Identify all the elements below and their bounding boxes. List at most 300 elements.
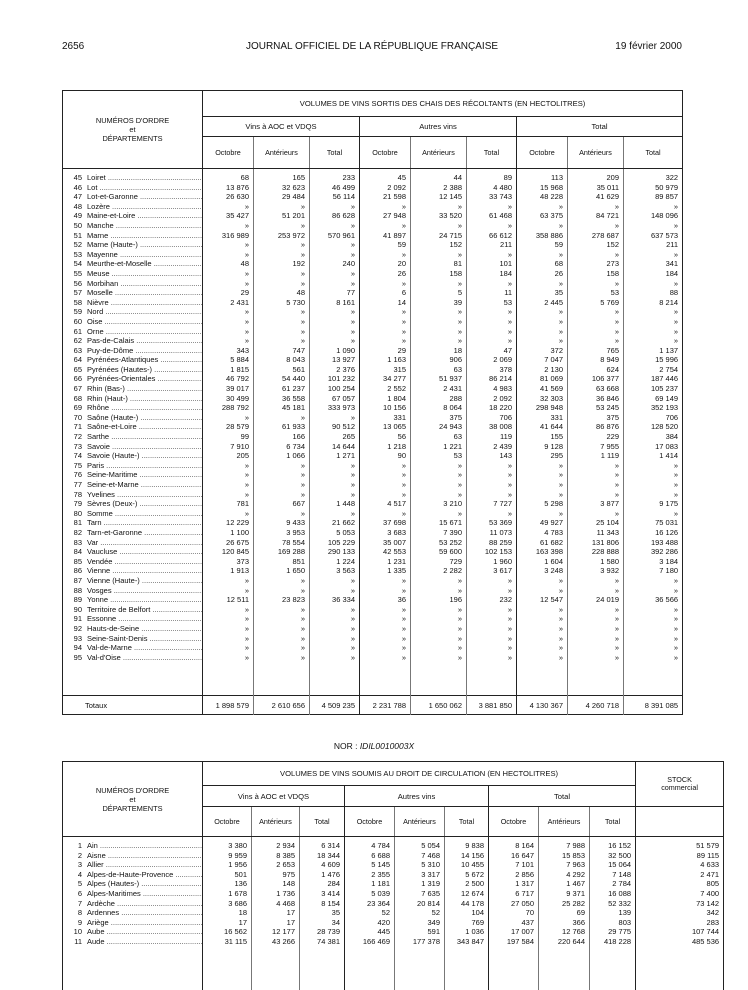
department-row xyxy=(63,173,202,183)
table-cell: 372 xyxy=(550,345,563,355)
department-number: 51 xyxy=(73,230,82,240)
department-row xyxy=(63,394,202,404)
table-cell: » xyxy=(244,623,249,633)
table-cell: 86 876 xyxy=(596,422,619,432)
table-cell: 7 400 xyxy=(700,888,720,898)
table-cell: 265 xyxy=(342,432,355,442)
table-cell: » xyxy=(350,278,355,288)
table-cell: 100 254 xyxy=(327,384,355,394)
table-cell: 12 768 xyxy=(562,927,585,937)
table-cell: 2 653 xyxy=(276,860,295,870)
table-cell: 14 156 xyxy=(461,850,484,860)
data-column xyxy=(254,169,310,696)
table-cell: 14 xyxy=(397,297,406,307)
department-name: Vienne (Haute-) ..... xyxy=(87,576,202,586)
table-cell: » xyxy=(401,652,406,662)
row-header-line: NUMÉROS D'ORDRE xyxy=(95,116,170,125)
column-header: Total xyxy=(467,137,517,169)
department-number: 2 xyxy=(77,850,82,860)
department-number: 79 xyxy=(73,499,82,509)
table-cell: » xyxy=(507,470,512,480)
table-cell: » xyxy=(300,201,305,211)
table-cell: » xyxy=(457,326,462,336)
table-cell: 228 888 xyxy=(591,547,619,557)
table-cell: 163 398 xyxy=(535,547,563,557)
column-header: Total xyxy=(624,137,683,169)
table-cell: » xyxy=(300,643,305,653)
table-cell: » xyxy=(507,614,512,624)
table-cell: 18 220 xyxy=(489,403,512,413)
table-cell: 34 277 xyxy=(383,374,406,384)
table-cell: » xyxy=(457,643,462,653)
table-cell: » xyxy=(558,220,563,230)
table-cell: » xyxy=(507,633,512,643)
table-cell: 3 686 xyxy=(228,898,247,908)
data-column xyxy=(203,837,252,990)
table-cell: » xyxy=(244,278,249,288)
table-cell: » xyxy=(300,240,305,250)
table-cell: 11 343 xyxy=(596,527,619,537)
table-cell: 61 682 xyxy=(540,537,563,547)
row-header-line: NUMÉROS D'ORDRE xyxy=(95,785,170,795)
totals-label: Totaux xyxy=(63,696,203,715)
table-cell: 32 500 xyxy=(608,850,632,860)
department-number: 3 xyxy=(77,860,82,870)
table-cell: » xyxy=(350,604,355,614)
table-cell: » xyxy=(457,470,462,480)
table-cell: 5 884 xyxy=(230,355,249,365)
table-cell: 233 xyxy=(342,173,355,182)
table-cell: 3 210 xyxy=(443,499,462,509)
department-number: 11 xyxy=(74,936,82,946)
row-header-line: et xyxy=(129,125,136,134)
table-cell: » xyxy=(558,470,563,480)
department-number: 5 xyxy=(77,879,82,889)
table-cell: » xyxy=(300,470,305,480)
table-cell: 56 114 xyxy=(332,192,355,202)
table-cell: 3 683 xyxy=(387,527,406,537)
table-cell: » xyxy=(244,249,249,259)
department-number: 90 xyxy=(73,604,82,614)
table-cell: » xyxy=(300,652,305,662)
table-cell: » xyxy=(350,489,355,499)
table-cell: 101 232 xyxy=(327,374,355,384)
table-cell: » xyxy=(401,470,406,480)
table-cell: » xyxy=(614,508,619,518)
table-cell: » xyxy=(300,585,305,595)
department-number: 82 xyxy=(73,527,82,537)
table-cell: » xyxy=(457,633,462,643)
table-cell: 196 xyxy=(449,595,462,605)
table-cell: 1 119 xyxy=(600,451,619,461)
table-cell: » xyxy=(614,316,619,326)
table-cell: » xyxy=(244,316,249,326)
department-row xyxy=(63,250,202,260)
table-cell: 84 721 xyxy=(596,211,619,221)
table-cell: 4 983 xyxy=(493,384,512,394)
group-header: Vins à AOC et VDQS xyxy=(203,117,360,137)
table-cell: » xyxy=(244,201,249,211)
table-cell: 51 937 xyxy=(439,374,462,384)
table-cell: 131 806 xyxy=(591,537,619,547)
table-cell: 9 371 xyxy=(566,888,585,898)
department-row xyxy=(63,841,202,851)
department-number: 74 xyxy=(73,451,82,461)
department-row xyxy=(63,889,202,899)
table-cell: » xyxy=(507,220,512,230)
table-cell: » xyxy=(614,278,619,288)
table-cell: 1 335 xyxy=(387,566,406,576)
department-name: Lozère ..... xyxy=(87,202,202,212)
table-cell: » xyxy=(507,652,512,662)
table-cell: 2 471 xyxy=(700,869,720,879)
table-cell: 205 xyxy=(236,451,249,461)
table-cell: 1 467 xyxy=(566,879,585,889)
table-cell: » xyxy=(507,575,512,585)
table-cell: » xyxy=(614,470,619,480)
department-row xyxy=(63,643,202,653)
table-cell: » xyxy=(401,460,406,470)
table-cell: 42 553 xyxy=(383,547,406,557)
department-number: 9 xyxy=(77,917,82,927)
table-cell: » xyxy=(673,575,679,585)
table-cell: » xyxy=(350,643,355,653)
table-cell: » xyxy=(673,278,679,288)
department-number: 68 xyxy=(73,393,82,403)
table-cell: » xyxy=(673,201,679,211)
table-cell: » xyxy=(673,307,679,317)
table-cell: » xyxy=(300,278,305,288)
table-cell: 152 xyxy=(606,240,619,250)
table-cell: 8 064 xyxy=(443,403,462,413)
department-number: 52 xyxy=(73,240,82,250)
data-column xyxy=(467,169,517,696)
table-cell: » xyxy=(350,220,355,230)
department-number: 1 xyxy=(77,841,82,850)
table-cell: 4 609 xyxy=(321,860,340,870)
table-cell: 2 130 xyxy=(544,364,563,374)
department-row xyxy=(63,908,202,918)
table-cell: 12 145 xyxy=(439,192,462,202)
department-name: Alpes-Maritimes ..... xyxy=(87,889,202,899)
table-cell: 298 948 xyxy=(535,403,563,413)
department-number: 54 xyxy=(73,259,82,269)
table-cell: » xyxy=(350,585,355,595)
table-cell: 105 229 xyxy=(327,537,355,547)
table-cell: 44 178 xyxy=(461,898,484,908)
totals-cell: 1 898 579 xyxy=(203,696,254,715)
department-row xyxy=(63,183,202,193)
department-number: 60 xyxy=(73,316,82,326)
table-cell: 59 600 xyxy=(439,547,462,557)
table-cell: 667 xyxy=(292,499,305,509)
table-cell: » xyxy=(244,336,249,346)
department-row xyxy=(63,307,202,317)
table-cell: 316 989 xyxy=(221,230,249,240)
department-number: 76 xyxy=(73,470,82,480)
table-cell: » xyxy=(614,633,619,643)
table-cell: » xyxy=(244,326,249,336)
table-cell: 706 xyxy=(499,412,512,422)
table-cell: » xyxy=(558,201,563,211)
department-number: 66 xyxy=(73,374,82,384)
department-row xyxy=(63,927,202,937)
table-cell: » xyxy=(507,316,512,326)
table-cell: 2 069 xyxy=(493,355,512,365)
table-cell: 43 266 xyxy=(272,936,295,946)
table-cell: 35 427 xyxy=(226,211,249,221)
department-number: 83 xyxy=(73,537,82,547)
table-cell: » xyxy=(350,480,355,489)
department-name: Seine-Saint-Denis ..... xyxy=(87,634,202,644)
table-cell: » xyxy=(673,633,679,643)
department-name: Ariège ..... xyxy=(87,918,202,928)
table-cell: 3 248 xyxy=(544,566,563,576)
table-cell: 1 100 xyxy=(230,527,249,537)
table-cell: 1 650 xyxy=(286,566,305,576)
table-cell: » xyxy=(614,336,619,346)
table-cell: 7 910 xyxy=(230,441,249,451)
table-cell: 4 633 xyxy=(700,860,720,870)
table-cell: 4 783 xyxy=(544,527,563,537)
table-cell: 5 145 xyxy=(371,860,390,870)
table-cell: 9 128 xyxy=(544,441,563,451)
table-cell: 148 096 xyxy=(650,211,679,221)
group-header: Autres vins xyxy=(360,117,517,137)
department-row xyxy=(63,624,202,634)
table-cell: 3 317 xyxy=(421,869,440,879)
department-number: 67 xyxy=(73,384,82,394)
table-cell: 101 xyxy=(499,259,512,269)
column-header: Total xyxy=(445,807,489,837)
table-cell: » xyxy=(558,489,563,499)
table-cell: » xyxy=(673,643,679,653)
table-cell: 342 xyxy=(706,908,720,918)
table-cell: 16 088 xyxy=(608,888,632,898)
department-name: Rhin (Bas-) ..... xyxy=(87,384,202,394)
table-cell: » xyxy=(300,316,305,326)
table-cell: 12 547 xyxy=(540,595,563,605)
table-cell: 15 671 xyxy=(439,518,462,528)
table-cell: 315 xyxy=(393,364,406,374)
table-cell: » xyxy=(614,623,619,633)
column-header: Total xyxy=(300,807,345,837)
table-cell: 66 612 xyxy=(489,230,512,240)
table-cell: » xyxy=(558,326,563,336)
department-row xyxy=(63,231,202,241)
table-cell: 1 804 xyxy=(387,393,406,403)
table-cell: 211 xyxy=(500,240,512,250)
column-header: Antérieurs xyxy=(252,807,300,837)
table-cell: 197 584 xyxy=(506,936,534,946)
table-cell: 1 137 xyxy=(659,345,679,355)
table-cell: » xyxy=(558,480,563,489)
table-cell: 15 853 xyxy=(562,850,585,860)
table-cell: 765 xyxy=(606,345,619,355)
table-cell: » xyxy=(673,585,679,595)
table-cell: 288 792 xyxy=(221,403,249,413)
table-cell: 851 xyxy=(292,556,305,566)
department-name: Alpes (Hautes-) ..... xyxy=(87,879,202,889)
table-cell: 343 847 xyxy=(456,936,484,946)
table-cell: 35 xyxy=(331,908,340,918)
table-cell: » xyxy=(507,460,512,470)
department-name: Maine-et-Loire ..... xyxy=(87,211,202,221)
table-cell: 104 xyxy=(471,908,484,918)
table-cell: 13 876 xyxy=(226,182,249,192)
table-cell: 803 xyxy=(618,917,632,927)
department-name: Savoie (Haute-) ..... xyxy=(87,451,202,461)
table-cell: 358 886 xyxy=(535,230,563,240)
table-cell: 13 065 xyxy=(383,422,406,432)
department-name: Saône (Haute-) ..... xyxy=(87,413,202,423)
table-cell: 26 xyxy=(554,268,563,278)
table-cell: » xyxy=(350,326,355,336)
table-cell: 1 221 xyxy=(443,441,462,451)
table-cell: 36 558 xyxy=(282,393,305,403)
department-number: 48 xyxy=(73,201,82,211)
table-cell: » xyxy=(244,240,249,250)
table-cell: 2 355 xyxy=(371,869,390,879)
table-cell: 6 314 xyxy=(321,841,340,850)
table-cell: 1 319 xyxy=(421,879,440,889)
department-row xyxy=(63,317,202,327)
table-cell: » xyxy=(244,489,249,499)
table-cell: 375 xyxy=(449,412,462,422)
table-cell: 53 245 xyxy=(596,403,619,413)
table-cell: 46 499 xyxy=(332,182,355,192)
table-cell: 17 007 xyxy=(511,927,534,937)
totals-cell: 8 391 085 xyxy=(644,700,679,710)
table-cell: 1 163 xyxy=(387,355,406,365)
table-cell: 570 961 xyxy=(327,230,355,240)
department-number: 45 xyxy=(73,173,82,182)
table-cell: 39 xyxy=(453,297,462,307)
department-name: Meuse ..... xyxy=(87,269,202,279)
department-row xyxy=(63,240,202,250)
totals-cell: 4 130 367 xyxy=(517,696,568,715)
table-cell: 158 xyxy=(449,268,462,278)
table-cell: 1 317 xyxy=(515,879,534,889)
table-cell: 35 011 xyxy=(596,182,619,192)
department-number: 84 xyxy=(73,547,82,557)
table-cell: » xyxy=(558,585,563,595)
totals-cell: 2 610 656 xyxy=(254,696,310,715)
table-cell: » xyxy=(558,460,563,470)
table-cell: 384 xyxy=(665,432,679,442)
table-cell: 6 734 xyxy=(286,441,305,451)
group-header: Total xyxy=(517,117,683,137)
table-cell: » xyxy=(614,201,619,211)
table-cell: » xyxy=(507,623,512,633)
column-header: Antérieurs xyxy=(568,137,624,169)
department-name: Rhône ..... xyxy=(87,403,202,413)
table-cell: » xyxy=(401,643,406,653)
table-cell: 373 xyxy=(236,556,249,566)
table-cell: » xyxy=(244,480,249,489)
department-row xyxy=(63,528,202,538)
table-cell: 9 838 xyxy=(465,841,484,850)
department-row xyxy=(63,614,202,624)
table-cell: 17 xyxy=(286,908,295,918)
table-cell: 10 455 xyxy=(461,860,484,870)
table-cell: 392 286 xyxy=(650,547,679,557)
table-cell: 15 064 xyxy=(608,860,632,870)
data-column xyxy=(345,837,395,990)
table-cell: 28 739 xyxy=(317,927,340,937)
stock-header xyxy=(636,762,724,807)
table-cell: 1 604 xyxy=(544,556,563,566)
table-cell: » xyxy=(614,249,619,259)
table-cell: 1 271 xyxy=(336,451,355,461)
department-row xyxy=(63,879,202,889)
table-cell: 53 xyxy=(610,288,619,298)
table-cell: 1 678 xyxy=(228,888,247,898)
department-row xyxy=(63,653,202,663)
table-cell: 3 184 xyxy=(659,556,679,566)
table-cell: 88 xyxy=(669,288,679,298)
table-cell: » xyxy=(614,480,619,489)
table-cell: 1 960 xyxy=(493,556,512,566)
table-cell: » xyxy=(457,278,462,288)
table-cell: » xyxy=(244,460,249,470)
table-cell: 2 552 xyxy=(387,384,406,394)
table-cell: » xyxy=(350,633,355,643)
table-cell: 2 282 xyxy=(443,566,462,576)
table-cell: 26 630 xyxy=(226,192,249,202)
department-number: 6 xyxy=(77,888,82,898)
totals-cell: 3 881 850 xyxy=(467,696,517,715)
department-name: Var ..... xyxy=(87,538,202,548)
table-cell: 89 115 xyxy=(696,850,720,860)
table-cell: » xyxy=(350,652,355,662)
table-cell: » xyxy=(244,470,249,480)
table-cell: 288 xyxy=(449,393,462,403)
table-cell: 7 148 xyxy=(612,869,632,879)
department-name: Val-d'Oise ..... xyxy=(87,653,202,663)
table-cell: » xyxy=(457,336,462,346)
department-number: 69 xyxy=(73,403,82,413)
department-number: 87 xyxy=(73,575,82,585)
table-cell: 120 845 xyxy=(221,547,249,557)
department-name: Pyrénées-Atlantiques ..... xyxy=(87,355,202,365)
table-cell: 143 xyxy=(499,451,512,461)
department-row xyxy=(63,355,202,365)
table-cell: » xyxy=(244,220,249,230)
table-cell: 5 xyxy=(457,288,462,298)
department-name: Somme ..... xyxy=(87,509,202,519)
department-number: 57 xyxy=(73,288,82,298)
table-cell: 624 xyxy=(606,364,619,374)
department-name: Seine-Maritime ..... xyxy=(87,470,202,480)
table-cell: » xyxy=(244,643,249,653)
department-number: 46 xyxy=(73,182,82,192)
department-name: Manche ..... xyxy=(87,221,202,231)
table-cell: » xyxy=(401,585,406,595)
table-cell: » xyxy=(558,508,563,518)
table-cell: 7 963 xyxy=(566,860,585,870)
table-cell: 3 414 xyxy=(321,888,340,898)
department-row xyxy=(63,461,202,471)
department-number: 58 xyxy=(73,297,82,307)
table-cell: » xyxy=(350,623,355,633)
table-cell: 437 xyxy=(521,917,534,927)
table-cell: 1 956 xyxy=(228,860,247,870)
table-cell: » xyxy=(457,307,462,317)
table-cell: 25 104 xyxy=(596,518,619,528)
department-name: Pyrénées (Hautes-) ..... xyxy=(87,365,202,375)
table-cell: 61 468 xyxy=(489,211,512,221)
